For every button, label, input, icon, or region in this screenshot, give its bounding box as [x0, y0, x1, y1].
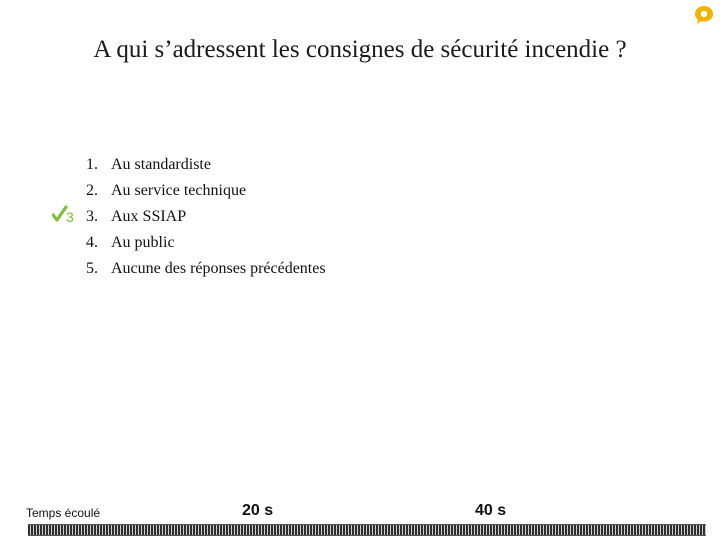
answer-number: 2.: [86, 182, 98, 199]
answer-label: Aux SSIAP: [111, 208, 187, 225]
timer-progress-bar: [28, 524, 706, 536]
timer-tick-20: 20 s: [242, 502, 274, 519]
answer-label: Au public: [111, 234, 175, 251]
answer-number: 5.: [86, 260, 98, 277]
answer-number: 4.: [86, 234, 98, 251]
answer-option[interactable]: [0, 181, 720, 207]
timer-label: Temps écoulé: [26, 506, 101, 520]
answer-label: Au standardiste: [111, 156, 211, 173]
answer-number: 1.: [86, 156, 98, 173]
answer-option-correct[interactable]: [0, 207, 720, 233]
correct-mark-number: 3: [66, 209, 74, 225]
answer-option[interactable]: [0, 259, 720, 285]
speech-bubble-icon: [694, 5, 714, 25]
answer-label: Au service technique: [111, 182, 247, 199]
answer-option[interactable]: [0, 155, 720, 181]
answer-option[interactable]: [0, 233, 720, 259]
question-title: A qui s’adressent les consignes de sécurité incendie ?: [93, 36, 627, 63]
answer-number: 3.: [86, 208, 98, 225]
timer-tick-40: 40 s: [475, 502, 507, 519]
answer-label: Aucune des réponses précédentes: [111, 260, 326, 277]
